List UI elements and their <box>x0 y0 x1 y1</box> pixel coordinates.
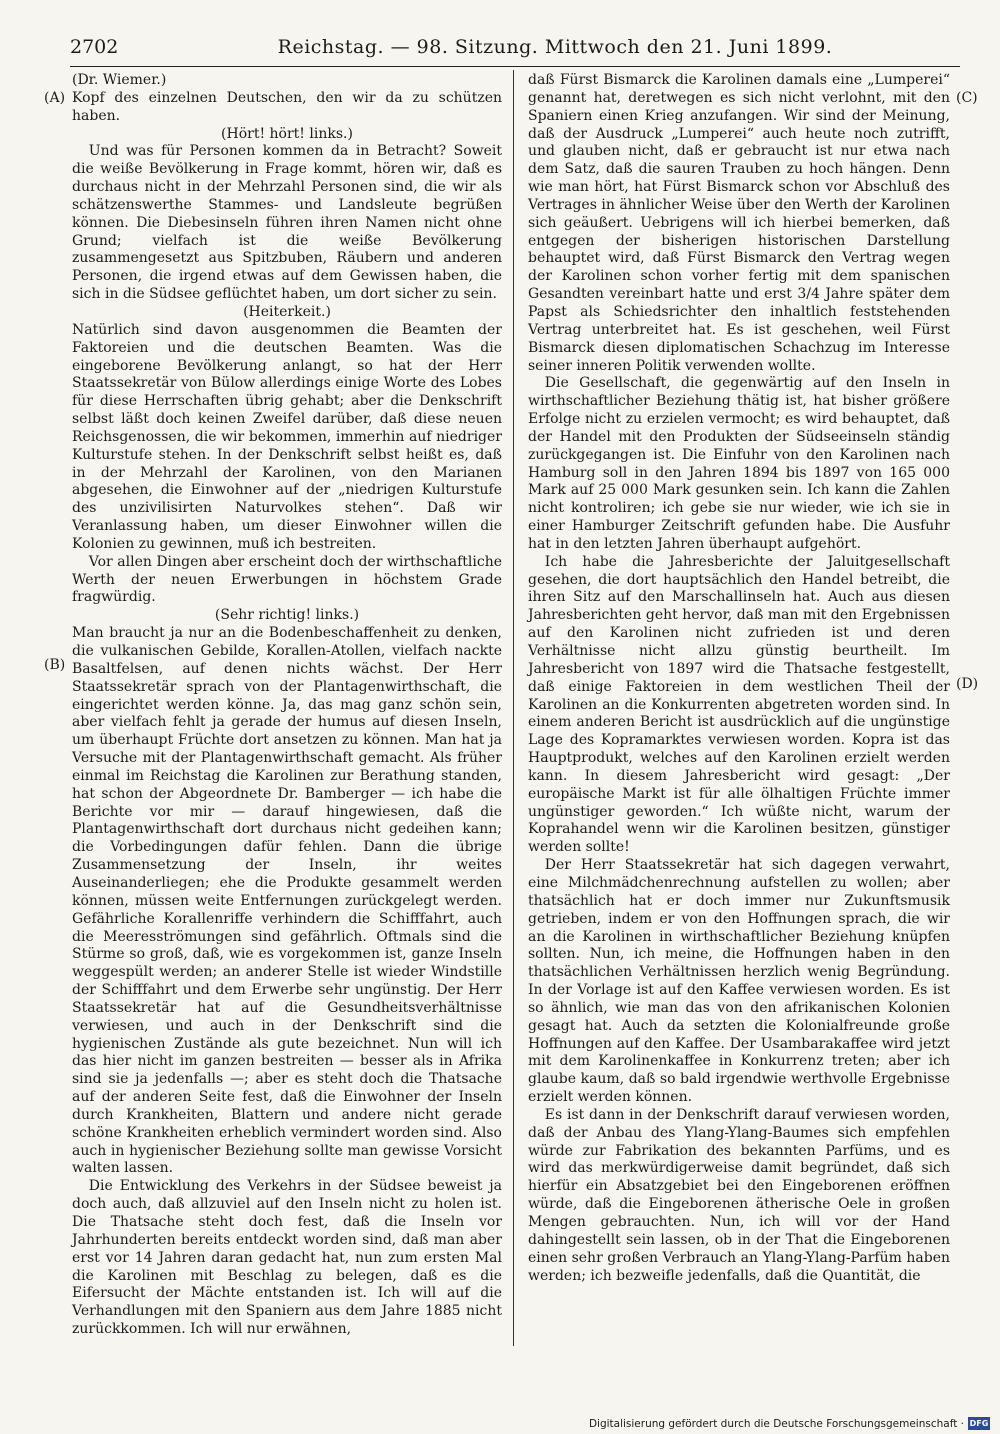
paragraph: Die Gesellschaft, die gegenwärtig auf den Inseln in wirthschaftlicher Beziehung thätig ist, hat bisher größere Erfolge nicht zu erzielen vermocht; es wird behauptet, daß der Handel mit den Produkten der Südseeinseln ständig zurückgegangen ist. Die Einfuhr von den Karolinen nach Hamburg soll in den Jahren 1894 bis 1897 von 165 000 Mark auf 25 000 Mark gesunken sein. Ich kann die Zahlen nicht kontroliren; ich gebe sie nur wieder, wie ich sie in einer Hamburger Zeitschrift gefunden habe. Die Ausfuhr hat in den letzten Jahren überhaupt aufgehört. <box>528 375 950 552</box>
interjection: (Heiterkeit.) <box>243 303 331 320</box>
paragraph: Der Herr Staatssekretär hat sich dagegen verwahrt, eine Milchmädchenrechnung aufstellen zu wollen; aber thatsächlich hat er doch immer nur Zukunftsmusik getrieben, indem er von den Hoffnungen sprach, die wir an die Karolinen in wirthschaftlicher Beziehung knüpfen sollten. Nun, ich meine, die Hoffnungen haben in den thatsächlichen Verhältnissen herzlich wenig Begründung. In der Vorlage ist auf den Kaffee verwiesen worden. Es ist so ähnlich, wie man das von den afrikanischen Kolonien gesagt hat. Auch da setzten die Kolonialfreunde große Hoffnungen auf den Kaffee. Der Usambarakaffee wird jetzt mit dem Karolinenkaffee in Konkurrenz treten; aber ich glaube kaum, daß so bald irgendwie werthvolle Ergebnisse erzielt werden können. <box>528 857 950 1106</box>
footer <box>588 1418 992 1432</box>
column-divider <box>513 70 514 1346</box>
paragraph: Man braucht ja nur an die Bodenbeschaffenheit zu denken, die vulkanischen Gebilde, Korallen-Atollen, vielfach nackte Basaltfelsen, auf denen nichts wächst. Der Herr Staatssekretär sprach von der Plantagenwirthschaft, die eingerichtet werden könne. Ja, das mag ganz schön sein, aber vielfach fehlt ja gerade der humus auf diesen Inseln, um überhaupt Früchte dort ansetzen zu können. Man hat ja Versuche mit der Plantagenwirthschaft gemacht. Als früher einmal im Reichstag die Karolinen zur Berathung standen, hat schon der Abgeordnete Dr. Bamberger — ich habe die Berichte vor mir — darauf hingewiesen, daß die Plantagenwirthschaft dort durchaus nicht gedeihen kann; die Vorbedingungen dafür fehlen. Dann die übrige Zusammensetzung der Inseln, ihr weites Auseinanderliegen; ehe die Produkte gesammelt werden können, müssen weite Entfernungen zurückgelegt werden. Gefährliche Korallenriffe verhindern die Schifffahrt, auch die Meeresströmungen sind gefährlich. Oftmals sind die Stürme so groß, daß, wie es vorgekommen ist, ganze Inseln weggespült werden; an anderer Stelle ist wieder Windstille der Schifffahrt und dem Erwerbe sehr ungünstig. Der Herr Staatssekretär hat auf die Gesundheitsverhältnisse verwiesen, und auch in der Denkschrift sind die hygienischen Zustände als gute bezeichnet. Nun will ich das hier nicht im ganzen bestreiten — besser als in Afrika sind sie ja jedenfalls —; aber es steht doch die Thatsache auf der anderen Seite fest, daß die Einwohner der Inseln durch Krankheiten, Blattern und andere nicht gerade schöne Krankheiten erheblich vermindert worden sind. Also auch in hygienischer Beziehung sollte man gewisse Vorsicht walten lassen. <box>72 625 502 1177</box>
dfg-logo-icon: DFG <box>969 1419 989 1428</box>
left-column <box>72 72 502 1339</box>
margin-marker-a: (A) <box>44 90 66 106</box>
margin-marker-b: (B) <box>44 657 66 673</box>
footer-credit: Digitalisierung gefördert durch die Deutsche Forschungsgemeinschaft · <box>588 1418 964 1430</box>
paragraph: daß Fürst Bismarck die Karolinen damals eine „Lumperei“ genannt hat, deretwegen es sich nicht verlohnt, mit den Spaniern einen Krieg anzufangen. Wir sind der Meinung, daß der Ausdruck „Lumperei“ auch heute noch zutrifft, und glauben nicht, daß er gebraucht ist nur etwa nach dem Satz, daß die sauren Trauben zu hoch hängen. Denn wie man hört, hat Fürst Bismarck schon vor Abschluß des Vertrages in ähnlicher Weise über den Werth der Karolinen sich geäußert. Uebrigens will ich hierbei bemerken, daß entgegen der bisherigen historischen Darstellung behauptet wird, daß Fürst Bismarck den Vertrag wegen der Karolinen schon vorher fertig mit dem spanischen Gesandten vereinbart hatte und erst 3/4 Jahre später dem Papst als Schiedsrichter den inhaltlich feststehenden Vertrag unterbreitet hat. Es ist geschehen, weil Fürst Bismarck diesen diplomatischen Schachzug im Interesse seiner inneren Politik verwenden wollte. <box>528 72 950 374</box>
margin-marker-c: (C) <box>956 90 978 106</box>
page-title: Reichstag. — 98. Sitzung. Mittwoch den 21. Juni 1899. <box>277 36 833 58</box>
interjection: (Hört! hört! links.) <box>221 125 353 142</box>
paragraph: Natürlich sind davon ausgenommen die Beamten der Faktoreien und die deutschen Beamten. Was die eingeborene Bevölkerung anlangt, so hat der Herr Staatssekretär von Bülow allerdings einige Worte des Lobes für diese Herrschaften übrig gehabt; aber die Denkschrift selbst läßt doch keinen Zweifel darüber, daß diese neuen Reichsgenossen, die wir bekommen, immerhin auf niedriger Kulturstufe stehen. In der Denkschrift selbst heißt es, daß in der Mehrzahl der Karolinen, von den Marianen abgesehen, die Einwohner auf der „niedrigen Kulturstufe des unzivilisirten Naturvolkes stehen“. Daß wir Veranlassung haben, um dieser Einwohner willen die Kolonien zu gewinnen, muß ich bestreiten. <box>72 321 502 552</box>
speaker-label: (Dr. Wiemer.) <box>72 72 167 88</box>
interjection: (Sehr richtig! links.) <box>214 607 360 624</box>
paragraph: Die Entwicklung des Verkehrs in der Südsee beweist ja doch auch, daß allzuviel auf den Inseln nicht zu holen ist. Die Thatsache steht doch fest, daß die Inseln vor Jahrhunderten bereits entdeckt worden sind, daß man aber erst vor 14 Jahren daran gedacht hat, nun zum ersten Mal die Karolinen mit Beschlag zu belegen, daß es die Eifersucht der Mächte entstanden ist. Ich will auf die Verhandlungen mit den Spaniern aus dem Jahre 1885 nicht zurückkommen. Ich will nur erwähnen, <box>72 1178 502 1338</box>
paragraph: Es ist dann in der Denkschrift darauf verwiesen worden, daß der Anbau des Ylang-Ylang-Baumes sich empfehlen würde zur Fabrikation des bekannten Parfüms, und es wird das merkwürdigerweise damit begründet, daß sich hierfür ein Absatzgebiet bei den Eingeborenen eröffnen würde, daß die Eingeborenen ätherische Oele in großen Mengen gebrauchten. Nun, ich will vor der Hand dahingestellt sein lassen, ob in der That die Eingeborenen einen sehr großen Verbrauch an Ylang-Ylang-Parfüm haben werden; ich bezweifle jedenfalls, daß die Quantität, die <box>528 1106 950 1284</box>
page-number: 2702 <box>70 36 119 58</box>
paragraph: Ich habe die Jahresberichte der Jaluitgesellschaft gesehen, die dort hauptsächlich den Handel betreibt, die ihren Sitz auf den Marschallinseln hat. Auch aus diesen Jahresberichten geht hervor, daß man mit den Ergebnissen auf den Karolinen nicht zufrieden ist und deren Verhältnisse nicht allzu günstig beurtheilt. Im Jahresbericht von 1897 wird die Thatsache festgestellt, daß einige Faktoreien in dem westlichen Theil der Karolinen an die Konkurrenten abgetreten worden sind. In einem anderen Bericht ist ausdrücklich auf die ungünstige Lage des Kopramarktes verwiesen worden. Kopra ist das Hauptprodukt, welches auf den Karolinen erzielt werden kann. In diesem Jahresbericht wird gesagt: „Der europäische Markt ist für alle ölhaltigen Früchte immer ungünstiger geworden.“ Ich wüßte nicht, warum der Koprahandel wenn wir die Karolinen besitzen, günstiger werden sollte! <box>528 553 950 856</box>
paragraph: Und was für Personen kommen da in Betracht? Soweit die weiße Bevölkerung in Frage kommt, hören wir, daß es durchaus nicht in der Mehrzahl Personen sind, die wir als schätzenswerthe Stammes- und Landsleute begrüßen können. Die Diebesinseln führen ihren Namen nicht ohne Grund; vielfach ist die weiße Bevölkerung zusammengesetzt aus Spitzbuben, Räubern und anderen Personen, die irgend etwas auf dem Gewissen haben, die sich in die Südsee geflüchtet haben, um dort sicher zu sein. <box>72 143 502 303</box>
right-column <box>528 72 950 1285</box>
paragraph: Kopf des einzelnen Deutschen, den wir da zu schützen haben. <box>72 89 502 124</box>
page-header <box>70 36 960 64</box>
margin-marker-d: (D) <box>956 676 979 692</box>
header-rule <box>70 66 960 67</box>
paragraph: Vor allen Dingen aber erscheint doch der wirthschaftliche Werth der neuen Erwerbungen in höchstem Grade fragwürdig. <box>72 553 502 606</box>
